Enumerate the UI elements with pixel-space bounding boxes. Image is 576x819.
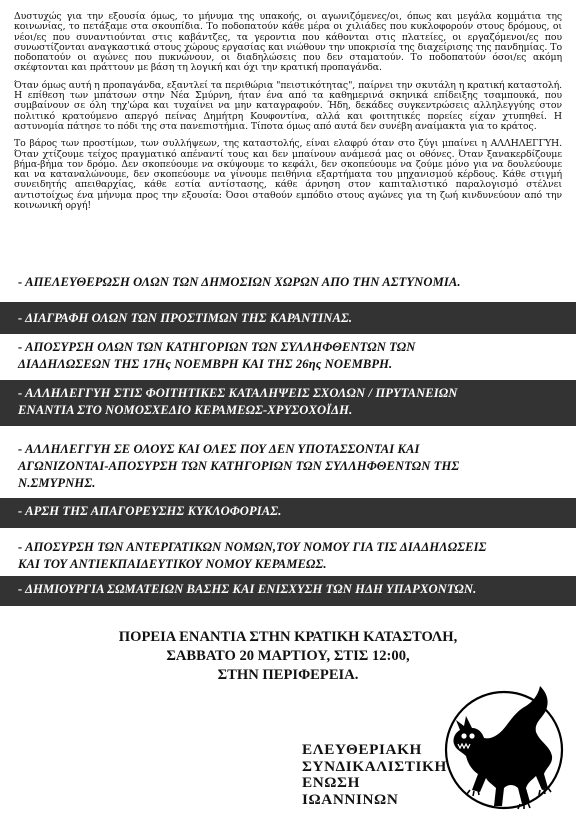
march-title: ΠΟΡΕΙΑ ΕΝΑΝΤΙΑ ΣΤΗΝ ΚΡΑΤΙΚΗ ΚΑΤΑΣΤΟΛΗ, xyxy=(118,629,458,645)
demand-item: - ΑΠΟΣΥΡΣΗ ΟΛΩΝ ΤΩΝ ΚΑΤΗΓΟΡΙΩΝ ΤΩΝ ΣΥΛΛΗΦΘΕΝΤΩΝ ΤΩΝ ΔΙΑΔΗΛΩΣΕΩΝ ΤΗΣ 17Ης ΝΟΕΜΒΡΗ ΚΑΙ ΤΗΣ 26ης ΝΟΕΜΒΡΗ. xyxy=(0,336,576,376)
demand-item: - ΑΠΕΛΕΥΘΕΡΩΣΗ ΟΛΩΝ ΤΩΝ ΔΗΜΟΣΙΩΝ ΧΩΡΩΝ ΑΠΟ ΤΗΝ ΑΣΤΥΝΟΜΙΑ. xyxy=(0,272,576,294)
intro-paragraph: Το βάρος των προστίμων, των συλλήψεων, της καταστολής, είναι ελαφρύ όταν στο ζύγι μπαίνει η ΑΛΛΗΛΕΓΓΥΗ. Όταν χτίζουμε τείχος πραγματικό απέναντί τους και δεν μπαίνουν ανάμεσά μας οι οθόνες. Όταν ξανακερδίζουμε βήμα-βήμα τον δρόμο. Δεν σκοπεύουμε να σκύψουμε το κεφάλι, δεν σκοπεύουμε να ζούμε μόνο για να δουλεύουμε και να καταναλώνουμε, δεν σκοπεύουμε να γίνουμε πειθήνια εξαρτήματα του μηχανισμού κέρδους. Κάθε στιγμή συνειδητής απειθαρχίας, κάθε εστία αντίστασης, κάθε άρνηση στον καπιταλιστικό παραλογισμό στέλνει αντιστοίχως ένα μήνυμα προς την εξουσία: Όσοι σταθούν εμπόδιο στους αγώνες για τη ζωή κινδυνεύουν από την κοινωνική οργή! xyxy=(14,138,562,212)
organization-name: ΕΛΕΥΘΕΡΙΑΚΗ ΣΥΝΔΙΚΑΛΙΣΤΙΚΗ ΕΝΩΣΗ ΙΩΑΝΝΙΝΩΝ xyxy=(302,741,447,808)
demand-item: - ΑΛΛΗΛΕΓΓΥΗ ΣΕ ΟΛΟΥΣ ΚΑΙ ΟΛΕΣ ΠΟΥ ΔΕΝ ΥΠΟΤΑΣΣΟΝΤΑΙ ΚΑΙ ΑΓΩΝΙΖΟΝΤΑΙ-ΑΠΟΣΥΡΣΗ ΤΩΝ ΚΑΤΗΓΟΡΙΩΝ ΤΩΝ ΣΥΛΛΗΦΘΕΝΤΩΝ ΤΗΣ Ν.ΣΜΥΡΝΗΣ. xyxy=(0,438,576,496)
demand-item: - ΑΠΟΣΥΡΣΗ ΤΩΝ ΑΝΤΕΡΓΑΤΙΚΩΝ ΝΟΜΩΝ,ΤΟΥ ΝΟΜΟΥ ΓΙΑ ΤΙΣ ΔΙΑΔΗΛΩΣΕΙΣ ΚΑΙ ΤΟΥ ΑΝΤΙΕΚΠΑΙΔΕΥΤΙΚΟΥ ΝΟΜΟΥ ΚΕΡΑΜΕΩΣ. xyxy=(0,536,576,576)
black-cat-icon xyxy=(442,684,576,815)
intro-text xyxy=(14,12,562,218)
march-announcement xyxy=(40,628,536,685)
demand-item: - ΔΗΜΙΟΥΡΓΙΑ ΣΩΜΑΤΕΙΩΝ ΒΑΣΗΣ ΚΑΙ ΕΝΙΣΧΥΣΗ ΤΩΝ ΗΔΗ ΥΠΑΡΧΟΝΤΩΝ. xyxy=(0,576,576,606)
intro-paragraph: Δυστυχώς για την εξουσία όμως, το μήνυμα της υπακοής, οι αγωνιζόμενες/οι, όπως και μεγάλα κομμάτια της κοινωνίας, το πετάξαμε στα σκουπίδια. Το ποδοπατούν κάθε μέρα οι χιλιάδες που κυκλοφορούν στους δρόμους, οι νέοι/ες που συναντιούνται στις καβάντζες, τα γεροντια που κάθονται στις πλατείες, οι εργαζόμενοι/ες που συνωστίζονται αναγκαστικά στους χώρους εργασίας και νιώθουν την υποκρισία της διαχείρισης της πανδημίας. Το ποδοπατούν οι αγώνες που πυκνώνουν, οι διαδηλώσεις που δεν σταματούν. Το ποδοπατούν όσοι/ες ακόμη σκέφτονται και πράττουν με βάση τη λογική και όχι την κρατική προπαγάνδα. xyxy=(14,11,562,74)
demand-item: - ΑΛΛΗΛΕΓΓΥΗ ΣΤΙΣ ΦΟΙΤΗΤΙΚΕΣ ΚΑΤΑΛΗΨΕΙΣ ΣΧΟΛΩΝ / ΠΡΥΤΑΝΕΙΩΝ ΕΝΑΝΤΙΑ ΣΤΟ ΝΟΜΟΣΧΕΔΙΟ ΚΕΡΑΜΕΩΣ-ΧΡΥΣΟΧΟΪΔΗ. xyxy=(0,380,576,426)
march-date: ΣΑΒΒΑΤΟ 20 ΜΑΡΤΙΟΥ, ΣΤΙΣ 12:00, xyxy=(166,648,410,664)
intro-paragraph: Όταν όμως αυτή η προπαγάνδα, εξαντλεί τα περιθώρια "πειστικότητας", παίρνει την σκυτάλη η κρατική καταστολή. Η επίθεση των μπάτσων στην Νέα Σμύρνη, ήταν ένα από τα καθημερινά σκηνικά επίδειξης τσαμπουκά, που συμβαίνουν σε όλη τηχ'ώρα και τυχαίνει να μην καταγραφούν. Ήδη, δεκάδες συγκεντρώσεις αλληλεγγύης στον πολιτικό κρατούμενο απεργό πείνας Δημήτρη Κουφοντίνα, αλλά και φοιτητικές πορείες είχαν χτυπηθεί. Η αστυνομία πάτησε το πόδι της στα πανεπιστήμια. Τίποτα όμως από αυτά δεν συνέβη αναίμακτα για το κράτος. xyxy=(14,79,562,132)
demand-item: - ΑΡΣΗ ΤΗΣ ΑΠΑΓΟΡΕΥΣΗΣ ΚΥΚΛΟΦΟΡΙΑΣ. xyxy=(0,498,576,528)
march-location: ΣΤΗΝ ΠΕΡΙΦΕΡΕΙΑ. xyxy=(217,667,359,683)
demand-item: - ΔΙΑΓΡΑΦΗ ΟΛΩΝ ΤΩΝ ΠΡΟΣΤΙΜΩΝ ΤΗΣ ΚΑΡΑΝΤΙΝΑΣ. xyxy=(0,302,576,334)
